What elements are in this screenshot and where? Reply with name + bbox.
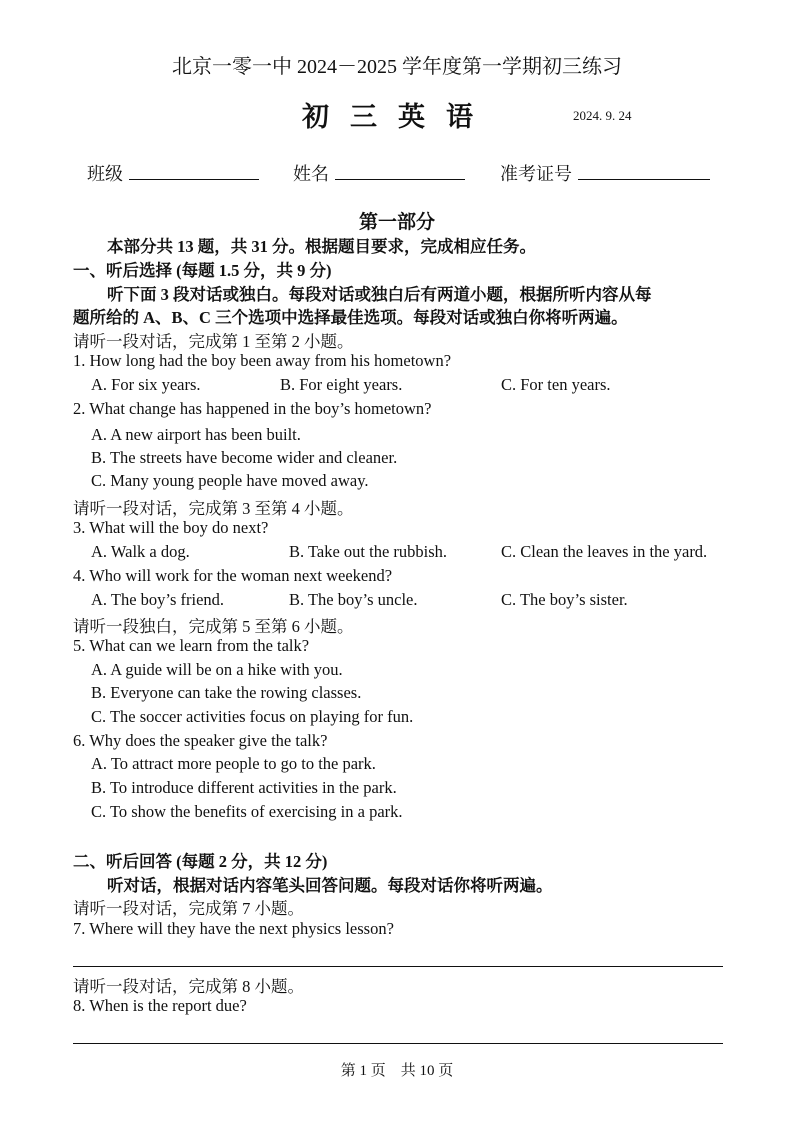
exam-date: 2024. 9. 24 <box>573 108 632 123</box>
name-field <box>293 160 465 186</box>
question-4: 4. Who will work for the woman next weekend? <box>73 566 393 585</box>
section1-instructions-2: 题所给的 A、B、C 三个选项中选择最佳选项。每段对话或独白你将听两遍。 <box>73 308 628 327</box>
school-title: 北京一零一中 2024－2025 学年度第一学期初三练习 <box>172 56 622 78</box>
name-blank[interactable] <box>335 161 465 180</box>
exam-id-blank[interactable] <box>578 161 710 180</box>
answer-line-8[interactable] <box>73 1043 723 1044</box>
class-field <box>87 160 259 186</box>
q5-option-a[interactable]: A. A guide will be on a hike with you. <box>91 660 343 679</box>
class-label: 班级 <box>87 164 123 184</box>
part-intro: 本部分共 13 题，共 31 分。根据题目要求，完成相应任务。 <box>107 237 536 256</box>
section1-instructions-1: 听下面 3 段对话或独白。每段对话或独白后有两道小题，根据所听内容从每 <box>107 285 652 304</box>
q4-option-c[interactable]: C. The boy’s sister. <box>501 590 628 609</box>
q3-option-b[interactable]: B. Take out the rubbish. <box>289 542 448 561</box>
answer-line-7[interactable] <box>73 966 723 967</box>
q6-option-b[interactable]: B. To introduce different activities in the park. <box>91 778 397 797</box>
question-1: 1. How long had the boy been away from his hometown? <box>73 351 452 370</box>
section1-heading: 一、听后选择 (每题 1.5 分，共 9 分) <box>73 261 332 280</box>
question-6: 6. Why does the speaker give the talk? <box>73 731 328 750</box>
exam-id-label: 准考证号 <box>500 164 572 184</box>
section2-heading: 二、听后回答 (每题 2 分，共 12 分) <box>73 852 328 871</box>
q6-option-a[interactable]: A. To attract more people to go to the park. <box>91 754 376 773</box>
listening-prompt-3: 请听一段独白，完成第 5 至第 6 小题。 <box>73 617 354 636</box>
q2-option-b[interactable]: B. The streets have become wider and cleaner. <box>91 448 398 467</box>
q5-option-c[interactable]: C. The soccer activities focus on playing for fun. <box>91 707 414 726</box>
class-blank[interactable] <box>129 161 259 180</box>
name-label: 姓名 <box>293 164 329 184</box>
listening-prompt-2: 请听一段对话，完成第 3 至第 4 小题。 <box>73 499 354 518</box>
question-2: 2. What change has happened in the boy’s hometown? <box>73 399 432 418</box>
section2-instructions: 听对话，根据对话内容笔头回答问题。每段对话你将听两遍。 <box>107 876 553 895</box>
question-5: 5. What can we learn from the talk? <box>73 636 310 655</box>
part-title: 第一部分 <box>358 212 435 233</box>
q5-option-b[interactable]: B. Everyone can take the rowing classes. <box>91 683 362 702</box>
listening-prompt-7: 请听一段对话，完成第 7 小题。 <box>73 899 304 918</box>
q2-option-a[interactable]: A. A new airport has been built. <box>91 425 301 444</box>
question-7: 7. Where will they have the next physics lesson? <box>73 919 394 938</box>
q4-option-b[interactable]: B. The boy’s uncle. <box>289 590 418 609</box>
q1-option-a[interactable]: A. For six years. <box>91 375 201 394</box>
question-8: 8. When is the report due? <box>73 996 247 1015</box>
q2-option-c[interactable]: C. Many young people have moved away. <box>91 471 369 490</box>
q1-option-c[interactable]: C. For ten years. <box>501 375 611 394</box>
q3-option-c[interactable]: C. Clean the leaves in the yard. <box>501 542 708 561</box>
question-3: 3. What will the boy do next? <box>73 518 269 537</box>
listening-prompt-8: 请听一段对话，完成第 8 小题。 <box>73 977 304 996</box>
q4-option-a[interactable]: A. The boy’s friend. <box>91 590 225 609</box>
subject-title: 初三英语 <box>302 102 494 132</box>
page-footer: 第 1 页 共 10 页 <box>340 1063 454 1079</box>
q6-option-c[interactable]: C. To show the benefits of exercising in a park. <box>91 802 403 821</box>
q1-option-b[interactable]: B. For eight years. <box>280 375 403 394</box>
q3-option-a[interactable]: A. Walk a dog. <box>91 542 190 561</box>
listening-prompt-1: 请听一段对话，完成第 1 至第 2 小题。 <box>73 332 354 351</box>
exam-id-field <box>500 160 710 186</box>
